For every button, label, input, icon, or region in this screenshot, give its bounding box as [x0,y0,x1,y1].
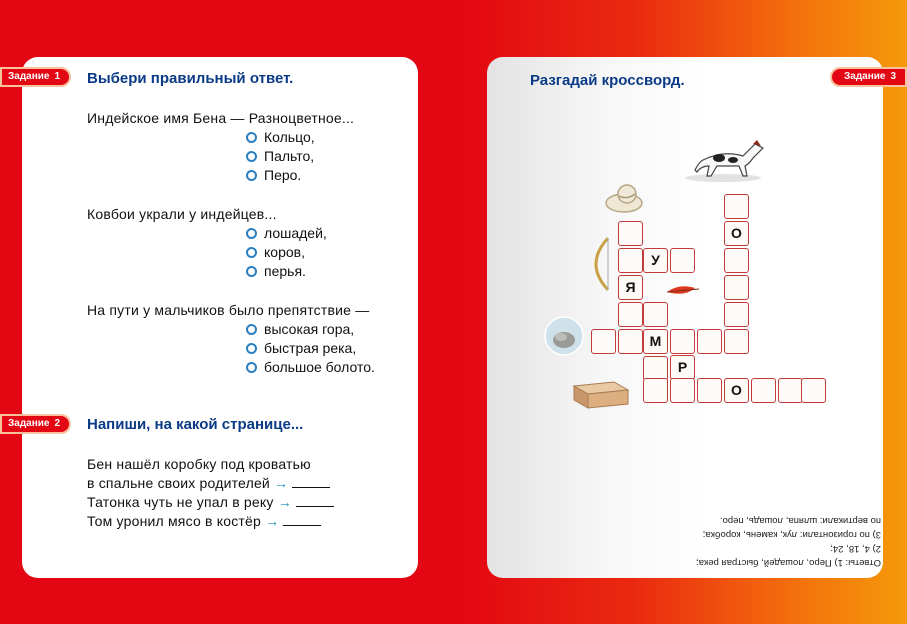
task-badge-label: Задание [8,418,50,429]
question-3-option-2[interactable]: быстрая река, [246,340,356,356]
answer-line: по вертикали: шляпа, лошадь, перо. [719,515,881,526]
task-badge-number: 2 [54,418,61,429]
crossword-cell[interactable] [643,302,668,327]
task-2-heading: Напиши, на какой странице... [87,416,304,433]
question-3-text: На пути у мальчиков было препятствие — [87,302,370,318]
crossword-cell[interactable] [724,275,749,300]
crossword-cell[interactable] [801,378,826,403]
crossword-cell[interactable] [618,329,643,354]
cowboy-hat-icon [603,180,647,216]
crossword-cell[interactable] [697,378,722,403]
stone-icon [544,316,584,356]
task-3-badge [830,67,907,87]
crossword-cell[interactable] [778,378,803,403]
question-1-option-3[interactable]: Перо. [246,167,301,183]
crossword-cell[interactable]: О [724,378,749,403]
crossword-cell[interactable] [670,329,695,354]
radio-button[interactable] [246,170,257,181]
crossword-cell[interactable]: Р [670,355,695,380]
answer-line: 3) по горизонтали: лук, камень, коробка; [702,529,881,540]
crossword-cell[interactable] [670,248,695,273]
radio-button[interactable] [246,247,257,258]
task-badge-number: 1 [54,71,61,82]
question-2-option-2[interactable]: коров, [246,244,305,260]
crossword-cell[interactable]: О [724,221,749,246]
task-2-line-1: Бен нашёл коробку под кроватью [87,456,311,472]
page-number-blank[interactable] [292,476,330,488]
box-icon [570,376,632,410]
radio-button[interactable] [246,151,257,162]
crossword-cell[interactable] [724,329,749,354]
crossword-cell[interactable] [618,248,643,273]
task-badge-label: Задание [8,71,50,82]
task-2-line-4: Том уронил мясо в костёр → [87,513,321,529]
radio-button[interactable] [246,343,257,354]
task-2-badge [0,414,71,434]
task-2-line-2: в спальне своих родителей → [87,475,330,491]
task-badge-number: 3 [890,71,897,82]
question-1-text: Индейское имя Бена — Разноцветное... [87,110,355,126]
question-3-option-3[interactable]: большое болото. [246,359,375,375]
crossword-cell[interactable]: У [643,248,668,273]
task-2-line-3: Татонка чуть не упал в реку → [87,494,334,510]
radio-button[interactable] [246,228,257,239]
crossword-cell[interactable] [751,378,776,403]
crossword-cell[interactable] [643,378,668,403]
crossword-cell[interactable] [724,302,749,327]
question-1-option-2[interactable]: Пальто, [246,148,314,164]
question-2-option-1[interactable]: лошадей, [246,225,327,241]
crossword-cell[interactable] [724,248,749,273]
question-2-option-3[interactable]: перья. [246,263,306,279]
radio-button[interactable] [246,362,257,373]
arrow-right-icon: → [265,513,280,529]
crossword-cell[interactable] [591,329,616,354]
question-1-option-1[interactable]: Кольцо, [246,129,315,145]
crossword-cell[interactable] [697,329,722,354]
task-1-badge [0,67,71,87]
radio-button[interactable] [246,132,257,143]
horse-icon [683,136,773,184]
question-2-text: Ковбои украли у индейцев... [87,206,277,222]
bow-icon [590,236,612,292]
arrow-right-icon: → [277,494,292,510]
crossword-cell[interactable]: Я [618,275,643,300]
page-number-blank[interactable] [283,514,321,526]
arrow-right-icon: → [274,475,289,491]
radio-button[interactable] [246,266,257,277]
task-3-heading: Разгадай кроссворд. [530,72,685,89]
task-1-heading: Выбери правильный ответ. [87,70,294,87]
answer-line: Ответы: 1) Перо, лошадей, быстрая река; [696,557,881,568]
radio-button[interactable] [246,324,257,335]
answer-line: 2) 4, 18, 24; [830,543,881,554]
crossword-cell[interactable] [724,194,749,219]
feather-icon [665,283,701,299]
task-badge-label: Задание [844,71,886,82]
crossword-cell[interactable] [618,302,643,327]
question-3-option-1[interactable]: высокая гора, [246,321,354,337]
crossword-cell[interactable] [670,378,695,403]
page-number-blank[interactable] [296,495,334,507]
crossword-cell[interactable]: М [643,329,668,354]
answers-block [655,513,881,569]
crossword-cell[interactable] [618,221,643,246]
